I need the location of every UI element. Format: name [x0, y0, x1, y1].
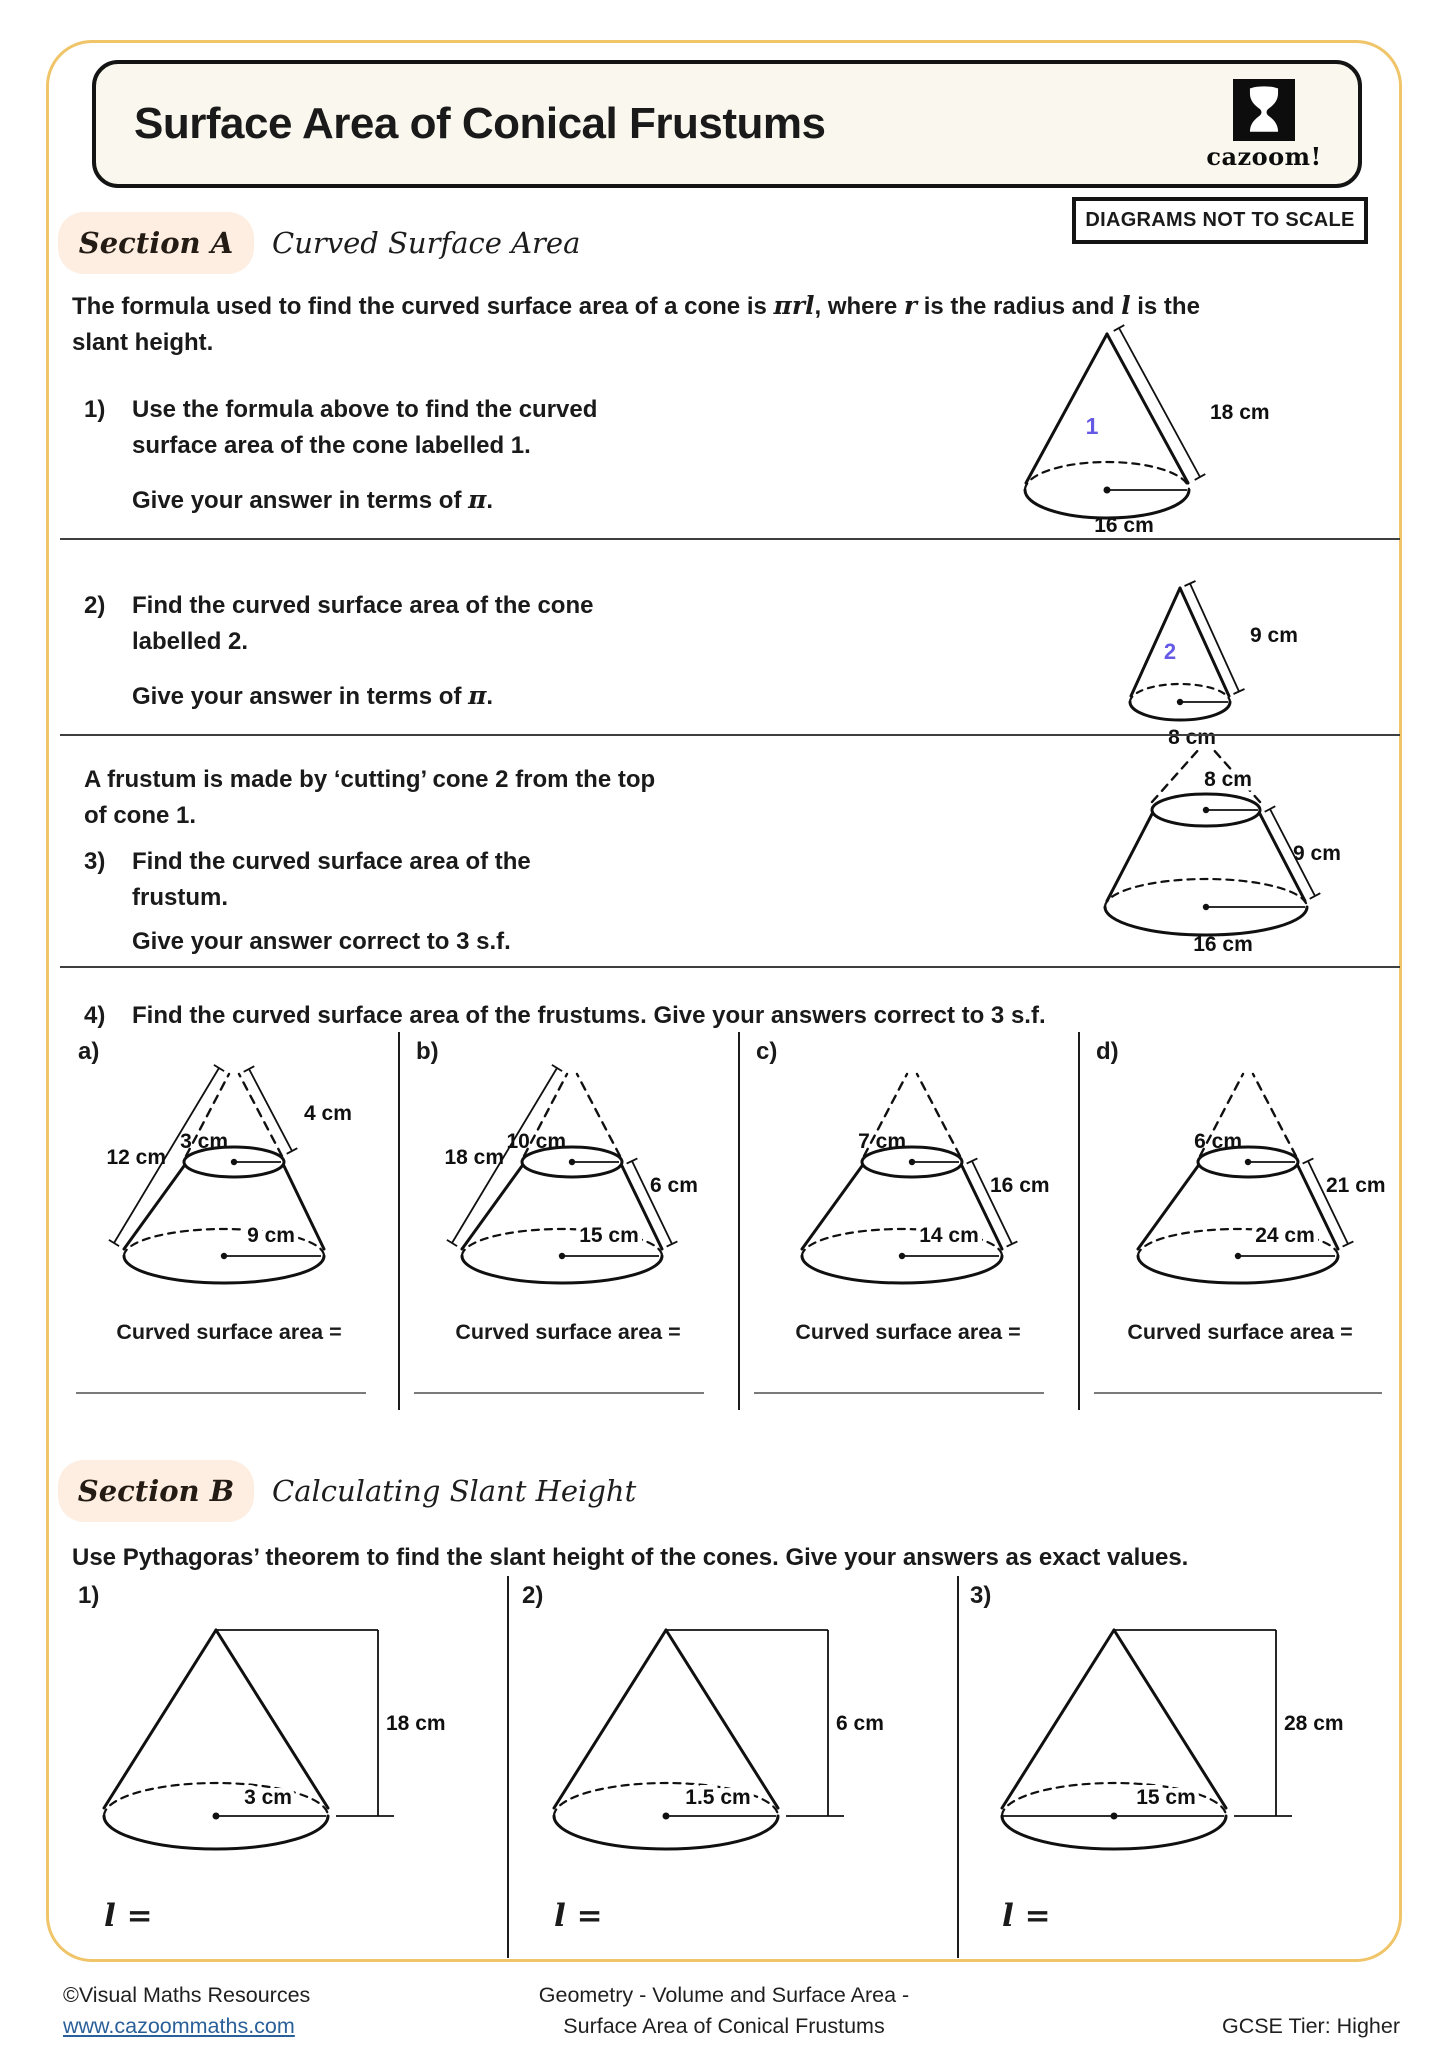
question-1-text: Use the formula above to find the curved surface area of the cone labelled 1. — [132, 396, 598, 459]
q4d-answer-label: Curved surface area = — [1127, 1320, 1353, 1344]
sb3-number: 3) — [970, 1582, 992, 1609]
frustum-d-top-radius-label: 6 cm — [1194, 1130, 1242, 1153]
section-a-subtitle: Curved Surface Area — [272, 226, 581, 260]
goblet-icon — [1241, 84, 1287, 136]
frustum-d-right-slant-label: 21 cm — [1326, 1174, 1386, 1197]
intro-text: is the — [1130, 293, 1200, 320]
frustum-c-top-radius-label: 7 cm — [858, 1130, 906, 1153]
frustum-a-top-radius-label: 3 cm — [180, 1130, 228, 1153]
cazoom-logo-icon — [1233, 79, 1295, 141]
question-3-text: Find the curved surface area of the frustum. — [132, 848, 531, 911]
scale-notice: DIAGRAMS NOT TO SCALE — [1072, 197, 1368, 244]
header — [92, 60, 1362, 188]
footer-copyright: ©Visual Maths Resources — [63, 1983, 311, 2007]
cone-2-number-label: 2 — [1163, 639, 1177, 664]
frustum-a-diagram — [66, 1064, 386, 1309]
cone-1-number-label: 1 — [1085, 413, 1099, 439]
question-3-number: 3) — [84, 848, 106, 875]
footer-left — [63, 1980, 310, 2042]
intro-text: , where — [814, 293, 904, 320]
sb1-answer-label: l = — [104, 1898, 153, 1934]
page-title: Surface Area of Conical Frustums — [134, 99, 826, 148]
logo-wordmark: cazoom! — [1206, 142, 1322, 171]
q4a-letter: a) — [78, 1038, 100, 1065]
section-b-pill — [58, 1460, 254, 1522]
sb-cone-3-diagram — [986, 1618, 1346, 1868]
frustum-c-diagram — [744, 1064, 1064, 1309]
sb-separator-1 — [507, 1576, 509, 1958]
cazoom-logo — [1204, 79, 1324, 171]
q4a-answer-label: Curved surface area = — [116, 1320, 342, 1344]
sb-cone-1-shape — [104, 1630, 394, 1849]
formula-pirl: πrl — [773, 291, 815, 320]
q4c-answer-line — [754, 1392, 1044, 1394]
frustum-b-bottom-radius-label: 15 cm — [579, 1224, 639, 1247]
frustum-b-shape — [447, 1065, 678, 1283]
question-3-note: Give your answer correct to 3 s.f. — [132, 928, 511, 955]
question-4-text: Find the curved surface area of the frustums. Give your answers correct to 3 s.f. — [132, 1002, 1046, 1029]
frustum-a-bottom-radius-label: 9 cm — [247, 1224, 295, 1247]
intro-line-1 — [72, 288, 1412, 325]
sb-cone-3-radius-label: 15 cm — [1136, 1786, 1196, 1809]
cone-1-shape — [1025, 325, 1205, 518]
question-1-note — [132, 482, 493, 519]
var-r: r — [903, 291, 918, 320]
section-b-subtitle: Calculating Slant Height — [272, 1474, 637, 1508]
question-4 — [84, 998, 1404, 1034]
q4b-answer-label: Curved surface area = — [455, 1320, 681, 1344]
q4a-answer-line — [76, 1392, 366, 1394]
frustum-d-diagram — [1080, 1064, 1400, 1309]
sb3-answer-label: l = — [1002, 1898, 1051, 1934]
divider-3 — [60, 966, 1400, 968]
divider-2 — [60, 734, 1400, 736]
frustum-c-bottom-radius-label: 14 cm — [919, 1224, 979, 1247]
q4b-answer-line — [414, 1392, 704, 1394]
frustum-a-left-slant-label: 12 cm — [106, 1146, 166, 1169]
sb-cone-1-radius-label: 3 cm — [244, 1786, 292, 1809]
intro-text: The formula used to find the curved surface area of a cone is — [72, 293, 774, 320]
question-3 — [84, 844, 604, 916]
cone-1-radius-label: 16 cm — [1094, 514, 1154, 537]
question-4-number: 4) — [84, 1002, 106, 1029]
footer-tier: GCSE Tier: Higher — [1221, 2014, 1400, 2038]
frustum-b-right-slant-label: 6 cm — [650, 1174, 698, 1197]
frustum-c-shape — [802, 1074, 1017, 1283]
section-a-pill — [58, 212, 254, 274]
section-a-label: Section A — [78, 226, 234, 260]
cone-2-radius-label: 8 cm — [1168, 726, 1216, 749]
sb-cone-2-height-label: 6 cm — [836, 1712, 884, 1735]
section-b-intro: Use Pythagoras’ theorem to find the slant height of the cones. Give your answers as exact values. — [72, 1544, 1189, 1571]
frustum-3-bottom-radius-label: 16 cm — [1193, 933, 1253, 956]
footer-center — [424, 1980, 1024, 2042]
cone-1-slant-label: 18 cm — [1210, 401, 1270, 424]
cone-1-diagram — [1012, 322, 1277, 537]
section-b-label: Section B — [77, 1474, 235, 1508]
frustum-c-right-slant-label: 16 cm — [990, 1174, 1050, 1197]
sb-cone-2-shape — [554, 1630, 844, 1849]
pi-symbol: π — [468, 485, 487, 514]
frustum-d-shape — [1138, 1074, 1353, 1283]
note-text: . — [486, 487, 494, 514]
frustum-b-top-radius-label: 10 cm — [506, 1130, 566, 1153]
intro-text: is the radius and — [917, 293, 1122, 320]
frustum-3-diagram — [1078, 742, 1343, 957]
sb1-number: 1) — [78, 1582, 100, 1609]
divider-1 — [60, 538, 1400, 540]
frustum-3-top-radius-label: 8 cm — [1204, 768, 1252, 791]
question-1 — [84, 392, 654, 464]
footer-topic-line2: Surface Area of Conical Frustums — [563, 2014, 885, 2038]
sb-cone-3-height-label: 28 cm — [1284, 1712, 1344, 1735]
frustum-a-shape — [109, 1065, 324, 1283]
frustum-3-slant-label: 9 cm — [1293, 842, 1341, 865]
question-3-intro: A frustum is made by ‘cutting’ cone 2 from the top of cone 1. — [84, 766, 656, 829]
question-2-text: Find the curved surface area of the cone labelled 2. — [132, 592, 594, 655]
note-text: Give your answer in terms of — [132, 487, 469, 514]
sb-cone-2-radius-label: 1.5 cm — [685, 1786, 751, 1809]
q4b-letter: b) — [416, 1038, 439, 1065]
question-1-number: 1) — [84, 396, 106, 423]
q4c-answer-label: Curved surface area = — [795, 1320, 1021, 1344]
frustum-b-diagram — [404, 1064, 724, 1309]
intro-line-2: slant height. — [72, 329, 214, 356]
cone-2-slant-label: 9 cm — [1250, 624, 1298, 647]
q4d-letter: d) — [1096, 1038, 1119, 1065]
footer-topic-line1: Geometry - Volume and Surface Area - — [538, 1983, 910, 2007]
question-2-number: 2) — [84, 592, 106, 619]
q4d-answer-line — [1094, 1392, 1382, 1394]
sb-cone-1-height-label: 18 cm — [386, 1712, 446, 1735]
question-2 — [84, 588, 654, 660]
sb-cone-1-diagram — [88, 1618, 448, 1868]
sb-separator-2 — [957, 1576, 959, 1958]
sb2-answer-label: l = — [554, 1898, 603, 1934]
sb-cone-3-shape — [1002, 1630, 1292, 1849]
frustum-d-bottom-radius-label: 24 cm — [1255, 1224, 1315, 1247]
sb2-number: 2) — [522, 1582, 544, 1609]
pi-symbol: π — [468, 681, 487, 710]
frustum-a-upper-slant-label: 4 cm — [304, 1102, 352, 1125]
cone-2-shape — [1130, 581, 1245, 720]
q4-separator-1 — [398, 1032, 400, 1410]
note-text: Give your answer in terms of — [132, 683, 469, 710]
q4c-letter: c) — [756, 1038, 778, 1065]
var-l: l — [1121, 291, 1131, 320]
frustum-b-left-slant-label: 18 cm — [444, 1146, 504, 1169]
cone-2-diagram — [1122, 580, 1312, 750]
question-2-note — [132, 678, 493, 715]
sb-cone-2-diagram — [538, 1618, 898, 1868]
footer-url-link[interactable]: www.cazoommaths.com — [63, 2014, 295, 2038]
q4-separator-2 — [738, 1032, 740, 1410]
note-text: . — [486, 683, 494, 710]
